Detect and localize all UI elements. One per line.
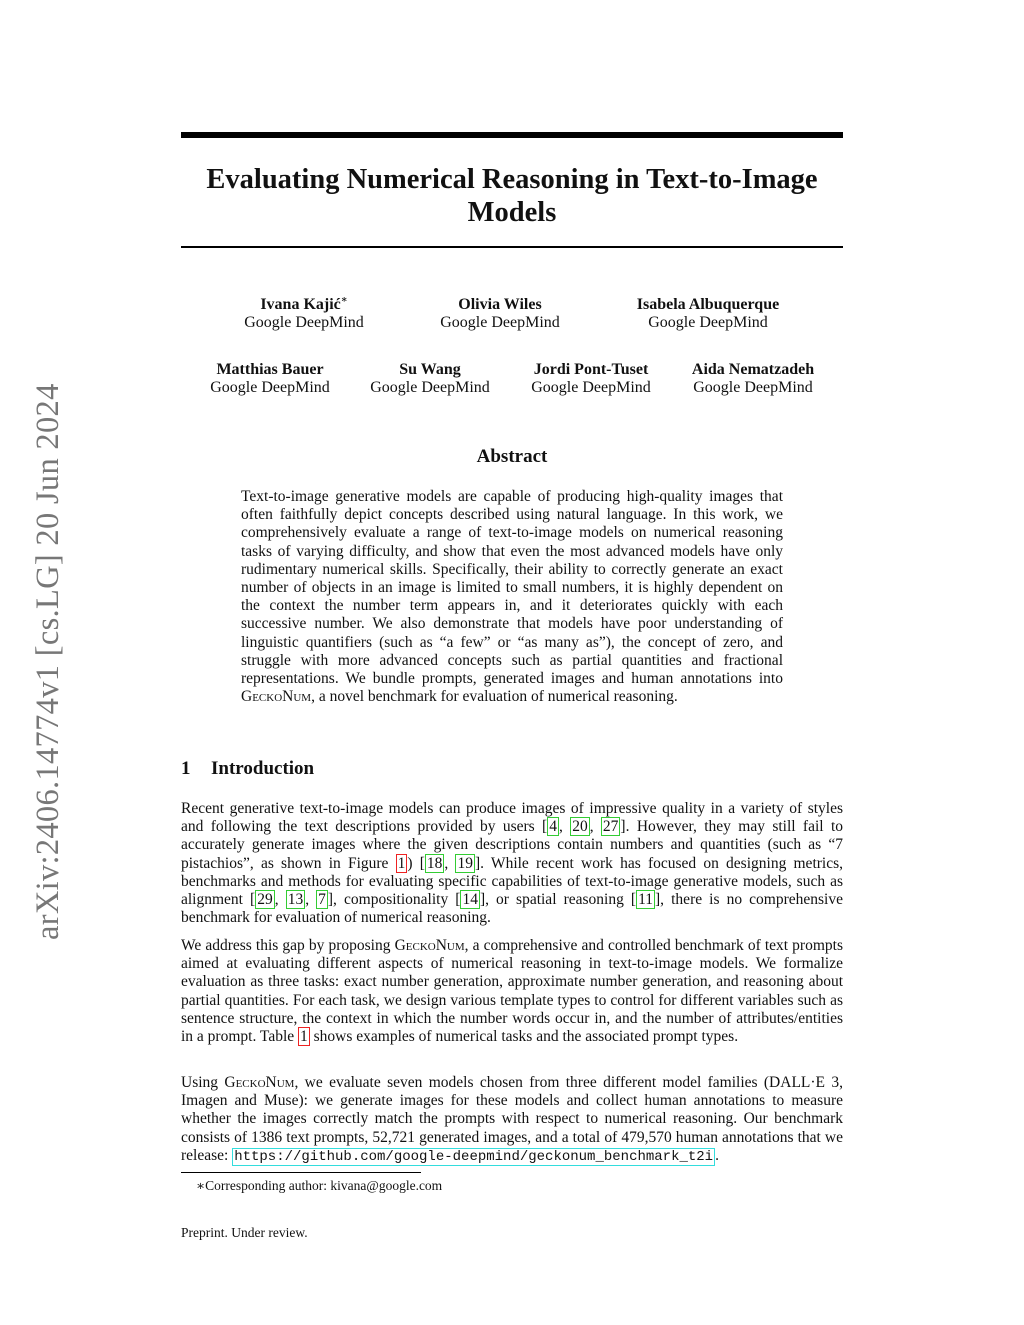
author-affiliation: Google DeepMind — [648, 314, 768, 331]
author-block — [410, 296, 590, 332]
author-name: Ivana Kajić∗ — [260, 294, 348, 313]
benchmark-name: GeckoNum — [394, 937, 465, 954]
citation-link[interactable]: 18 — [426, 854, 443, 872]
github-url-link[interactable]: https://github.com/google-deepmind/geckonum_benchmark_t2i — [234, 1148, 714, 1165]
author-block — [618, 296, 798, 332]
table-link[interactable]: 1 — [300, 1028, 308, 1046]
author-block — [663, 361, 843, 397]
citation-link[interactable]: 20 — [572, 818, 588, 836]
benchmark-name: GeckoNum — [241, 688, 312, 706]
citation-link[interactable]: 29 — [257, 891, 273, 909]
section-title: Introduction — [211, 758, 315, 779]
author-block — [340, 361, 520, 397]
title-bottom-rule — [181, 246, 843, 248]
citation-link[interactable]: 27 — [602, 818, 619, 836]
author-affiliation: Google DeepMind — [440, 314, 560, 331]
figure-link[interactable]: 1 — [397, 854, 406, 872]
benchmark-name: GeckoNum — [224, 1074, 295, 1091]
author-affiliation: Google DeepMind — [693, 379, 813, 396]
abstract-text: Text-to-image generative models are capable of producing high-quality images that often faithfully depict concepts described using natural language. In this work, we comprehensively evaluate a range of text-to-image models on numerical reasoning tasks of varying difficulty, and show that even the most advanced models have only rudimentary numerical skills. Specifically, their ability to correctly generate an exact number of objects in an image is limited to small numbers, it is highly dependent on the context the number term appears in, and it deteriorates quickly with each successive number. We also demonstrate that models have poor understanding of linguistic quantifiers (such as “a few” or “as many as”), the concept of zero, and struggle with more advanced concepts such as partial quantities and fractional representations. We bundle prompts, generated images and human annotations into GeckoNum, a novel benchmark for evaluation of numerical reasoning. — [241, 488, 783, 706]
paper-title: Evaluating Numerical Reasoning in Text-to-Image Models — [206, 164, 818, 228]
abstract-heading: Abstract — [476, 446, 548, 467]
author-block — [501, 361, 681, 397]
arxiv-stamp: arXiv:2406.14774v1 [cs.LG] 20 Jun 2024 — [30, 383, 66, 940]
citation-link[interactable]: 4 — [549, 818, 557, 836]
author-name: Isabela Albuquerque — [636, 296, 780, 313]
author-affiliation: Google DeepMind — [244, 314, 364, 331]
citation-link[interactable]: 14 — [462, 891, 478, 909]
corresponding-mark: ∗ — [340, 294, 348, 306]
author-name: Olivia Wiles — [458, 296, 542, 313]
author-name: Jordi Pont-Tuset — [533, 361, 649, 378]
author-name: Aida Nematzadeh — [691, 361, 815, 378]
footnote-rule — [181, 1172, 421, 1173]
author-affiliation: Google DeepMind — [370, 379, 490, 396]
author-name: Matthias Bauer — [216, 361, 324, 378]
preprint-note: Preprint. Under review. — [181, 1225, 308, 1240]
title-top-rule — [181, 132, 843, 138]
footnote: ∗Corresponding author: kivana@google.com — [196, 1178, 443, 1193]
citation-link[interactable]: 13 — [287, 891, 304, 909]
author-affiliation: Google DeepMind — [210, 379, 330, 396]
section-heading — [181, 758, 314, 780]
citation-link[interactable]: 19 — [457, 854, 473, 872]
citation-link[interactable]: 11 — [638, 891, 654, 909]
author-affiliation: Google DeepMind — [531, 379, 651, 396]
author-name: Su Wang — [399, 361, 461, 378]
intro-paragraph-3: Using GeckoNum, we evaluate seven models chosen from three different model families (DALL·E 3, Imagen and Muse): we generate images for these models and collect human annotations to measure whether the images correctly match the prompts with respect to numerical reasoning. Our benchmark consists of 1386 text prompts, 52,721 generated images, and a total of 479,570 human annotations that we release: https://github.com/google-deepmind/geckonum_benchmark_t2i . — [181, 1074, 843, 1165]
citation-link[interactable]: 7 — [318, 891, 326, 909]
intro-paragraph-2: We address this gap by proposing GeckoNum, a comprehensive and controlled benchmark of text prompts aimed at evaluating different aspects of numerical reasoning in text-to-image models. We formalize evaluation as three tasks: exact number generation, approximate number generation, and reasoning about partial quantities. For each task, we design various template types to control for different variables such as sentence structure, the context in which the number words occur in, and the number of attributes/entities in a prompt. Table 1 shows examples of numerical tasks and the associated prompt types. — [181, 937, 843, 1046]
intro-paragraph-1: Recent generative text-to-image models can produce images of impressive quality in a variety of styles and following the text descriptions provided by users [ 4 , 20 , 27 ]. However, they may still fail to accurately generate images where the given descriptions contain numbers and quantities (such as “7 pistachios”, as shown in Figure 1 ) [ 18 , 19 ]. While recent work has focused on designing metrics, benchmarks and methods for evaluating specific capabilities of text-to-image generative models, such as alignment [ 29 , 13 , 7 ], compositionality [ 14 ], or spatial reasoning [ 11 ], there is no comprehensive benchmark for evaluation of numerical reasoning. — [181, 800, 844, 927]
section-number: 1 — [181, 758, 191, 779]
author-block — [214, 296, 394, 332]
author-block — [180, 361, 360, 397]
